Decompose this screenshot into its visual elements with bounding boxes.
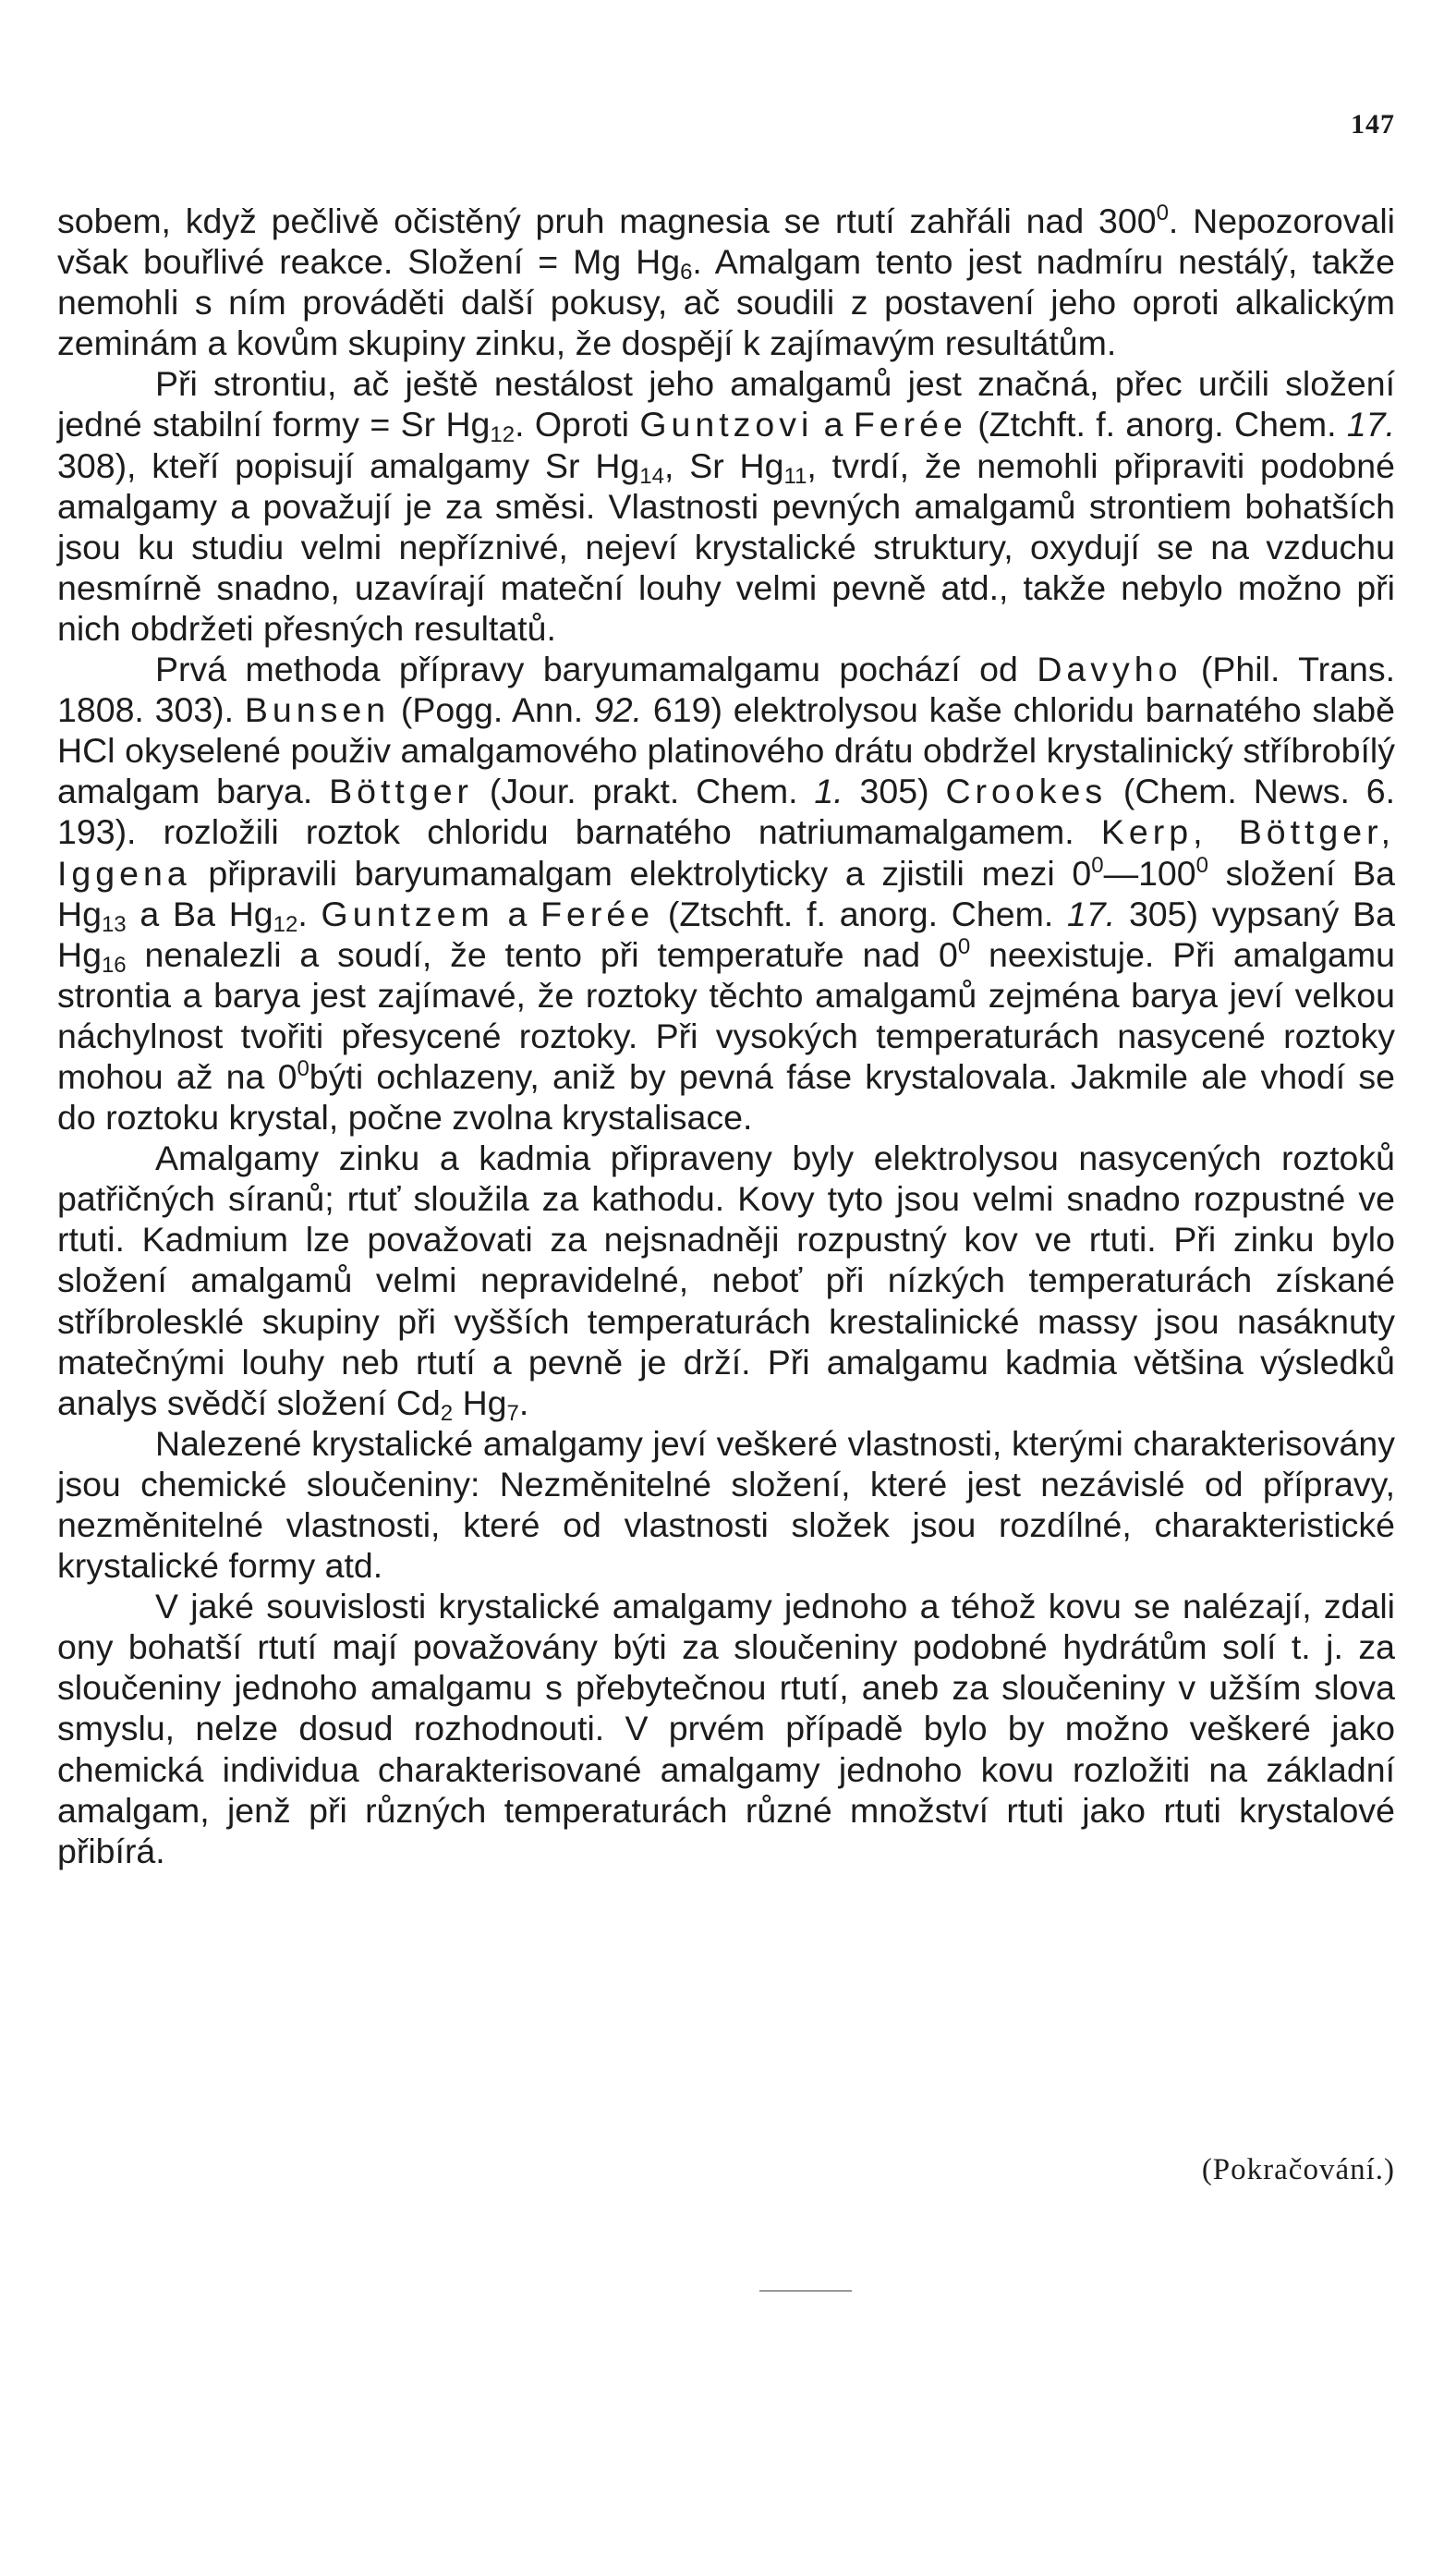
author-name: Böttger	[329, 772, 474, 811]
text-run: 305) vypsaný Ba Hg	[57, 894, 1395, 974]
subscript: 2	[440, 1400, 454, 1426]
paragraph-5	[57, 1423, 1395, 1586]
superscript: 0	[1195, 852, 1209, 878]
author-name: Ferée	[540, 894, 655, 933]
text-run: (Ztchft. f. anorg. Chem.	[966, 405, 1347, 444]
author-name: Kerp, Böttger, Iggena	[57, 812, 1395, 893]
volume-number: 92.	[593, 690, 643, 730]
author-name: Guntzem	[321, 894, 494, 933]
text-run: (Pogg. Ann.	[390, 690, 594, 730]
volume-number: 17.	[1067, 894, 1116, 933]
author-name: Ferée	[853, 405, 967, 444]
text-run: . Oproti	[515, 405, 640, 444]
text-run: .	[518, 1382, 529, 1422]
subscript: 12	[273, 911, 298, 937]
text-run: —100	[1103, 853, 1196, 893]
subscript: 11	[783, 463, 807, 489]
body-text	[57, 201, 1395, 1871]
text-run: (Jour. prakt. Chem.	[473, 772, 815, 811]
text-run: a Ba Hg	[126, 894, 273, 933]
superscript: 0	[297, 1055, 309, 1081]
text-run: neexistuje. Při amalgamu strontia a barya jest zajímavé, že roztoky těchto amalgamů zejména barya jeví velkou náchylnost tvořiti přesycené roztoky. Při vysokých temperaturách nasycené roztoky mohou až na 0	[57, 934, 1395, 1096]
author-name: Crookes	[945, 772, 1108, 811]
paragraph-4	[57, 1138, 1395, 1426]
text-run: Amalgamy zinku a kadmia připraveny byly elektrolysou nasycených roztoků patřičných síranů; rtuť sloužila za kathodu. Kovy tyto jsou velmi snadno rozpustné ve rtuti. Kadmium lze považovati za nejsnadněji rozpustný kov ve rtuti. Při zinku bylo složení amalgamů velmi nepravidelné, neboť při nízkých temperaturách získané stříbrolesklé skupiny při vyšších temperaturách krestalinické massy jsou nasáknuty matečnými louhy neb rtutí a pevně je drží. Při amalgamu kadmia většina výsledků analys svědčí složení Cd	[57, 1138, 1395, 1422]
footer-rule	[759, 2290, 852, 2292]
text-run: (Phil. Trans. 1808. 303).	[57, 650, 1396, 730]
text-run: . Nepozorovali však bouřlivé reakce. Složení = Mg Hg	[57, 201, 1395, 282]
subscript: 16	[101, 952, 127, 978]
paragraph-3	[57, 649, 1395, 1138]
subscript: 12	[490, 422, 516, 448]
text-run: a	[813, 405, 854, 444]
book-page	[57, 0, 1395, 2569]
text-run: Prvá methoda přípravy baryumamalgamu pochází od	[155, 650, 1037, 689]
text-run: a	[493, 894, 541, 933]
subscript: 13	[101, 911, 127, 937]
text-run: 305)	[843, 772, 946, 811]
text-run: sobem, když pečlivě očistěný pruh magnesia se rtutí zahřáli nad 300	[57, 201, 1157, 240]
text-run: . Amalgam tento jest nadmíru nestálý, takže nemohli s ním prováděti další pokusy, ač soudili z postavení jeho oproti alkalickým zeminám a kovům skupiny zinku, že dospějí k zajímavým resultátům.	[57, 242, 1395, 363]
superscript: 0	[1156, 201, 1169, 225]
page-number: 147	[1351, 109, 1395, 140]
text-run: (Chem. News. 6. 193). rozložili roztok chloridu barnatého natriumamalgamem.	[57, 772, 1395, 852]
text-run: (Ztschft. f. anorg. Chem.	[654, 894, 1068, 933]
subscript: 7	[506, 1400, 519, 1426]
paragraph-6	[57, 1586, 1395, 1871]
text-run: Hg	[453, 1382, 507, 1422]
author-name: Guntzovi	[639, 405, 814, 444]
text-run: Nalezené krystalické amalgamy jeví veškeré vlastnosti, kterými charakterisovány jsou chemické sloučeniny: Nezměnitelné složení, které jest nezávislé od přípravy, nezměnitelné vlastnosti, které od vlastnosti složek jsou rozdílné, charakteristické krystalické formy atd.	[57, 1423, 1395, 1586]
text-run: 619) elektrolysou kaše chloridu barnatého slabě HCl okyselené použiv amalgamového platinového drátu obdržel krystalinický stříbrobílý amalgam barya.	[57, 690, 1395, 811]
superscript: 0	[957, 933, 971, 959]
text-run: , Sr Hg	[663, 445, 784, 485]
author-name: Bunsen	[244, 690, 391, 730]
paragraph-1	[57, 201, 1395, 363]
text-run: složení Ba Hg	[57, 853, 1395, 933]
author-name: Davyho	[1037, 650, 1183, 689]
text-run: 308), kteří popisují amalgamy Sr Hg	[57, 445, 640, 485]
text-run: nenalezli a soudí, že tento při temperatuře nad 0	[126, 934, 958, 974]
subscript: 6	[680, 260, 693, 286]
volume-number: 1.	[814, 772, 843, 811]
volume-number: 17.	[1346, 405, 1395, 444]
superscript: 0	[1091, 852, 1104, 878]
text-run: .	[297, 894, 322, 933]
paragraph-2	[57, 363, 1395, 649]
continued-label: (Pokračování.)	[1201, 2153, 1395, 2186]
text-run: Při strontiu, ač ještě nestálost jeho amalgamů jest značná, přec určili složení jedné stabilní formy = Sr Hg	[57, 364, 1395, 444]
text-run: připravili baryumamalgam elektrolyticky a zjistili mezi 0	[190, 853, 1092, 893]
text-run: býti ochlazeny, aniž by pevná fáse krystalovala. Jakmile ale vhodí se do roztoku krystal, počne zvolna krystalisace.	[57, 1056, 1395, 1138]
text-run: V jaké souvislosti krystalické amalgamy jednoho a téhož kovu se nalézají, zdali ony bohatší rtutí mají považovány býti za sloučeniny podobné hydrátům solí t. j. za sloučeniny jednoho amalgamu s přebytečnou rtutí, aneb za sloučeniny v užším slova smyslu, nelze dosud rozhodnouti. V prvém případě bylo by možno veškeré jako chemická individua charakterisované amalgamy jednoho kovu rozložiti na základní amalgam, jenž při různých temperaturách různé množství rtuti jako rtuti krystalové přibírá.	[57, 1587, 1395, 1870]
text-run: , tvrdí, že nemohli připraviti podobné amalgamy a považují je za směsi. Vlastnosti pevných amalgamů strontiem bohatších jsou ku studiu velmi nepříznivé, nejeví krystalické struktury, oxydují se na vzduchu nesmírně snadno, uzavírají mateční louhy velmi pevně atd., takže nebylo možno při nich obdržeti přesných resultatů.	[57, 445, 1395, 648]
subscript: 14	[639, 463, 664, 489]
